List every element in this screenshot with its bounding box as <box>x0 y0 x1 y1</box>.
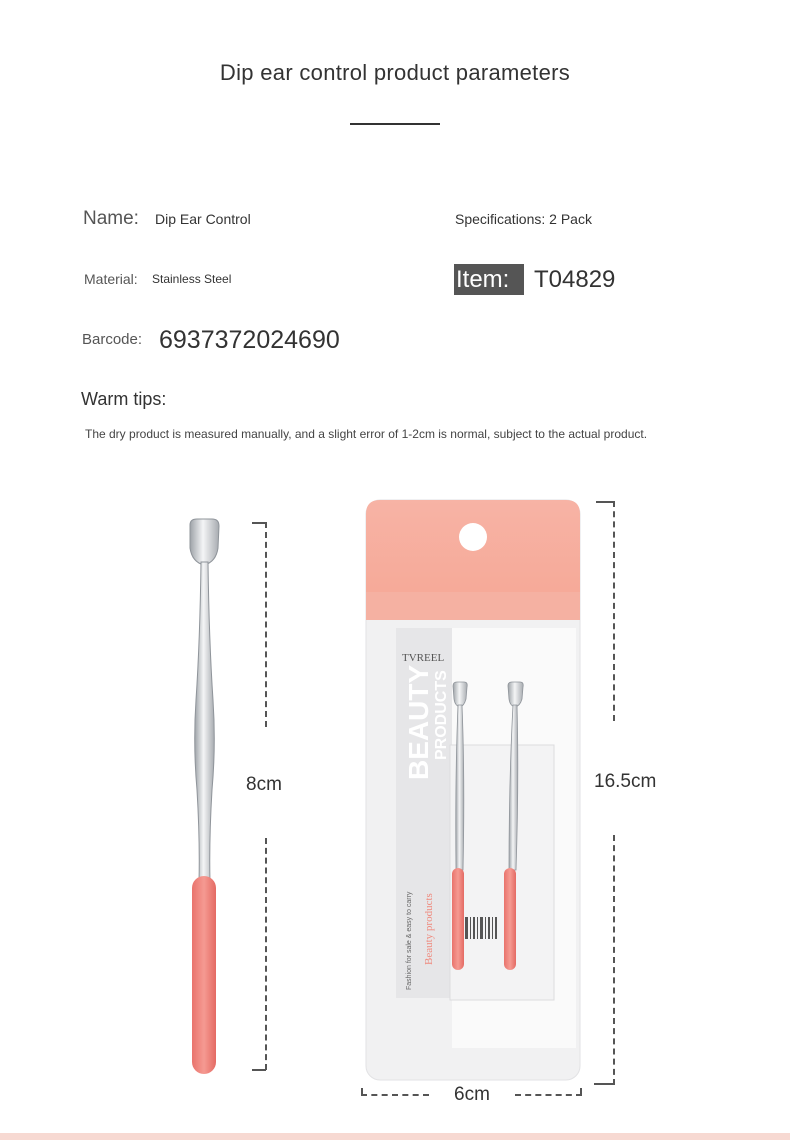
package-tagline: Fashion for sale & easy to carry <box>406 891 413 990</box>
dim-line-pack-upper <box>613 501 615 721</box>
specifications-text: Specifications: 2 Pack <box>455 211 592 227</box>
ear-tool-handle <box>192 876 216 1074</box>
dim-tick <box>252 1069 266 1071</box>
dim-tick <box>361 1088 363 1096</box>
package-headline: BEAUTY <box>403 664 434 780</box>
hang-hole <box>459 523 487 551</box>
pack-handle-left <box>452 868 464 970</box>
dim-tick <box>594 1083 614 1085</box>
item-value: T04829 <box>534 266 616 293</box>
dim-tick <box>596 501 614 503</box>
package-subheadline: PRODUCTS <box>433 670 450 760</box>
dim-line-width-left <box>361 1094 429 1096</box>
package-brand: TVREEL <box>402 652 445 664</box>
package-seal-line <box>366 592 580 620</box>
pack-handle-right <box>504 868 516 970</box>
bottom-strip <box>0 1133 790 1140</box>
warm-tips-label: Warm tips: <box>81 389 167 409</box>
barcode-label: Barcode: <box>82 331 143 348</box>
barcode-value: 6937372024690 <box>159 326 340 354</box>
page-title: Dip ear control product parameters <box>219 60 571 85</box>
dim-line-tool-upper <box>265 522 267 727</box>
package-illustration <box>366 500 580 1080</box>
tool-length-label: 8cm <box>246 774 282 795</box>
pack-height-label: 16.5cm <box>594 771 657 792</box>
name-label: Name: <box>83 208 139 229</box>
package-label-card <box>450 745 554 1000</box>
package-script-label: Beauty products <box>423 893 435 965</box>
material-value: Stainless Steel <box>152 272 232 286</box>
material-label: Material: <box>84 271 138 287</box>
dim-tick <box>252 522 266 524</box>
item-label: Item: <box>454 264 524 295</box>
dim-line-width-right <box>515 1094 582 1096</box>
pack-width-label: 6cm <box>454 1084 490 1105</box>
dim-tick <box>580 1088 582 1096</box>
dim-line-pack-lower <box>613 835 615 1085</box>
ear-tool-shaft <box>195 562 215 882</box>
dim-line-tool-lower <box>265 838 267 1070</box>
ear-scoop-head <box>190 519 219 565</box>
name-value: Dip Ear Control <box>155 211 251 227</box>
pack-shaft-left <box>456 705 464 870</box>
warm-tips-text: The dry product is measured manually, and a slight error of 1-2cm is normal, subject to the actual product. <box>85 427 648 441</box>
